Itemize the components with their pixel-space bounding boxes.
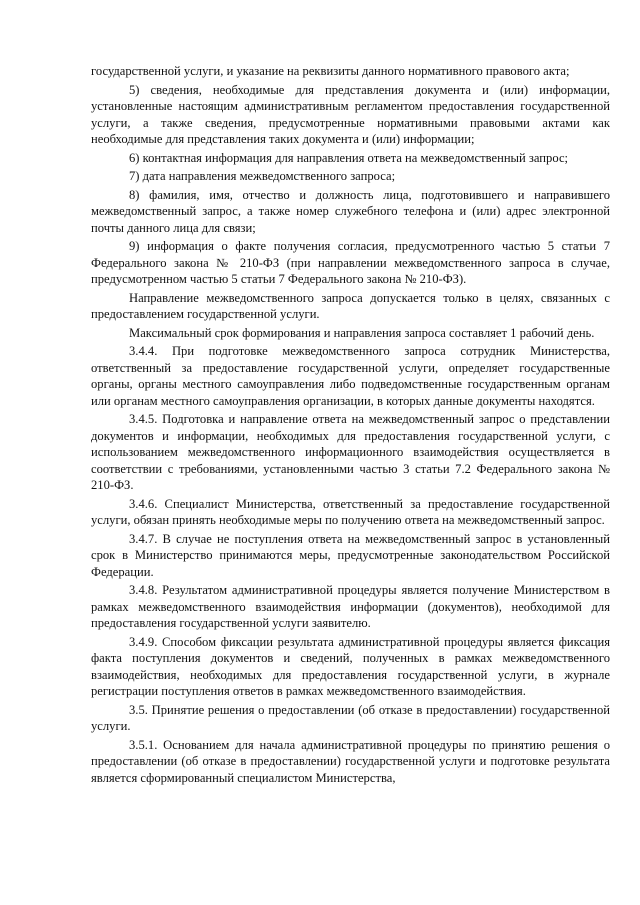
section-3-5-1: 3.5.1. Основанием для начала административной процедуры по принятию решения о предоставлении (об отказе в предоставлении) государственной услуги и подготовке результата является сформированный специалистом Министерства,: [91, 737, 610, 785]
section-3-4-7: 3.4.7. В случае не поступления ответа на межведомственный запрос в установленный срок в Министерство принимаются меры, предусмотренные законодательством Российской Федерации.: [91, 531, 610, 579]
list-item-9: 9) информация о факте получения согласия, предусмотренного частью 5 статьи 7 Федерального закона № 210-ФЗ (при направлении межведомственного запроса в случае, предусмотренном частью 5 статьи 7 Федерального закона № 210-ФЗ).: [91, 239, 610, 286]
list-item-6: 6) контактная информация для направления ответа на межведомственный запрос;: [129, 150, 569, 165]
list-item-8: 8) фамилия, имя, отчество и должность лица, подготовившего и направившего межведомственный запрос, а также номер служебного телефона и (или) адрес электронной почты данного лица для связи;: [91, 187, 610, 235]
list-item-7: 7) дата направления межведомственного запроса;: [129, 169, 396, 183]
section-3-5: 3.5. Принятие решения о предоставлении (об отказе в предоставлении) государственной услуги.: [91, 702, 610, 733]
paragraph-continued: государственной услуги, и указание на реквизиты данного нормативного правового акта;: [91, 64, 570, 78]
document-page: [91, 63, 610, 786]
section-3-4-5: 3.4.5. Подготовка и направление ответа на межведомственный запрос о представлении документов и информации, необходимых для предоставления государственной услуги, с использованием межведомственного информационного взаимодействия осуществляется в соответствии с требованиями, установленными частью 3 статьи 7.2 Федерального закона № 210-ФЗ.: [91, 412, 610, 492]
list-item-5: 5) сведения, необходимые для представления документа и (или) информации, установленные настоящим административным регламентом предоставления государственной услуги, а также сведения, предусмотренные нормативными правовыми актами как необходимые для представления таких документа и (или) информации;: [91, 82, 610, 146]
section-3-4-9: 3.4.9. Способом фиксации результата административной процедуры является фиксация факта поступления документов и сведений, полученных в рамках межведомственного взаимодействия, необходимых для предоставления государственной услуги, в журнале регистрации поступления ответов в рамках межведомственного взаимодействия.: [91, 634, 610, 698]
paragraph-request-purpose: Направление межведомственного запроса допускается только в целях, связанных с предоставлением государственной услуги.: [91, 290, 610, 321]
paragraph-max-term: Максимальный срок формирования и направления запроса составляет 1 рабочий день.: [129, 325, 595, 340]
section-3-4-6: 3.4.6. Специалист Министерства, ответственный за предоставление государственной услуги, обязан принять необходимые меры по получению ответа на межведомственный запрос.: [91, 496, 610, 527]
section-3-4-4: 3.4.4. При подготовке межведомственного запроса сотрудник Министерства, ответственный за предоставление государственной услуги, определяет государственные органы, органы местного самоуправления либо подведомственные государственным органам или органам местного самоуправления организации, в которых данные документы находятся.: [91, 344, 610, 408]
section-3-4-8: 3.4.8. Результатом административной процедуры является получение Министерством в рамках межведомственного взаимодействия информации (документов), необходимой для предоставления государственной услуги заявителю.: [91, 583, 610, 630]
